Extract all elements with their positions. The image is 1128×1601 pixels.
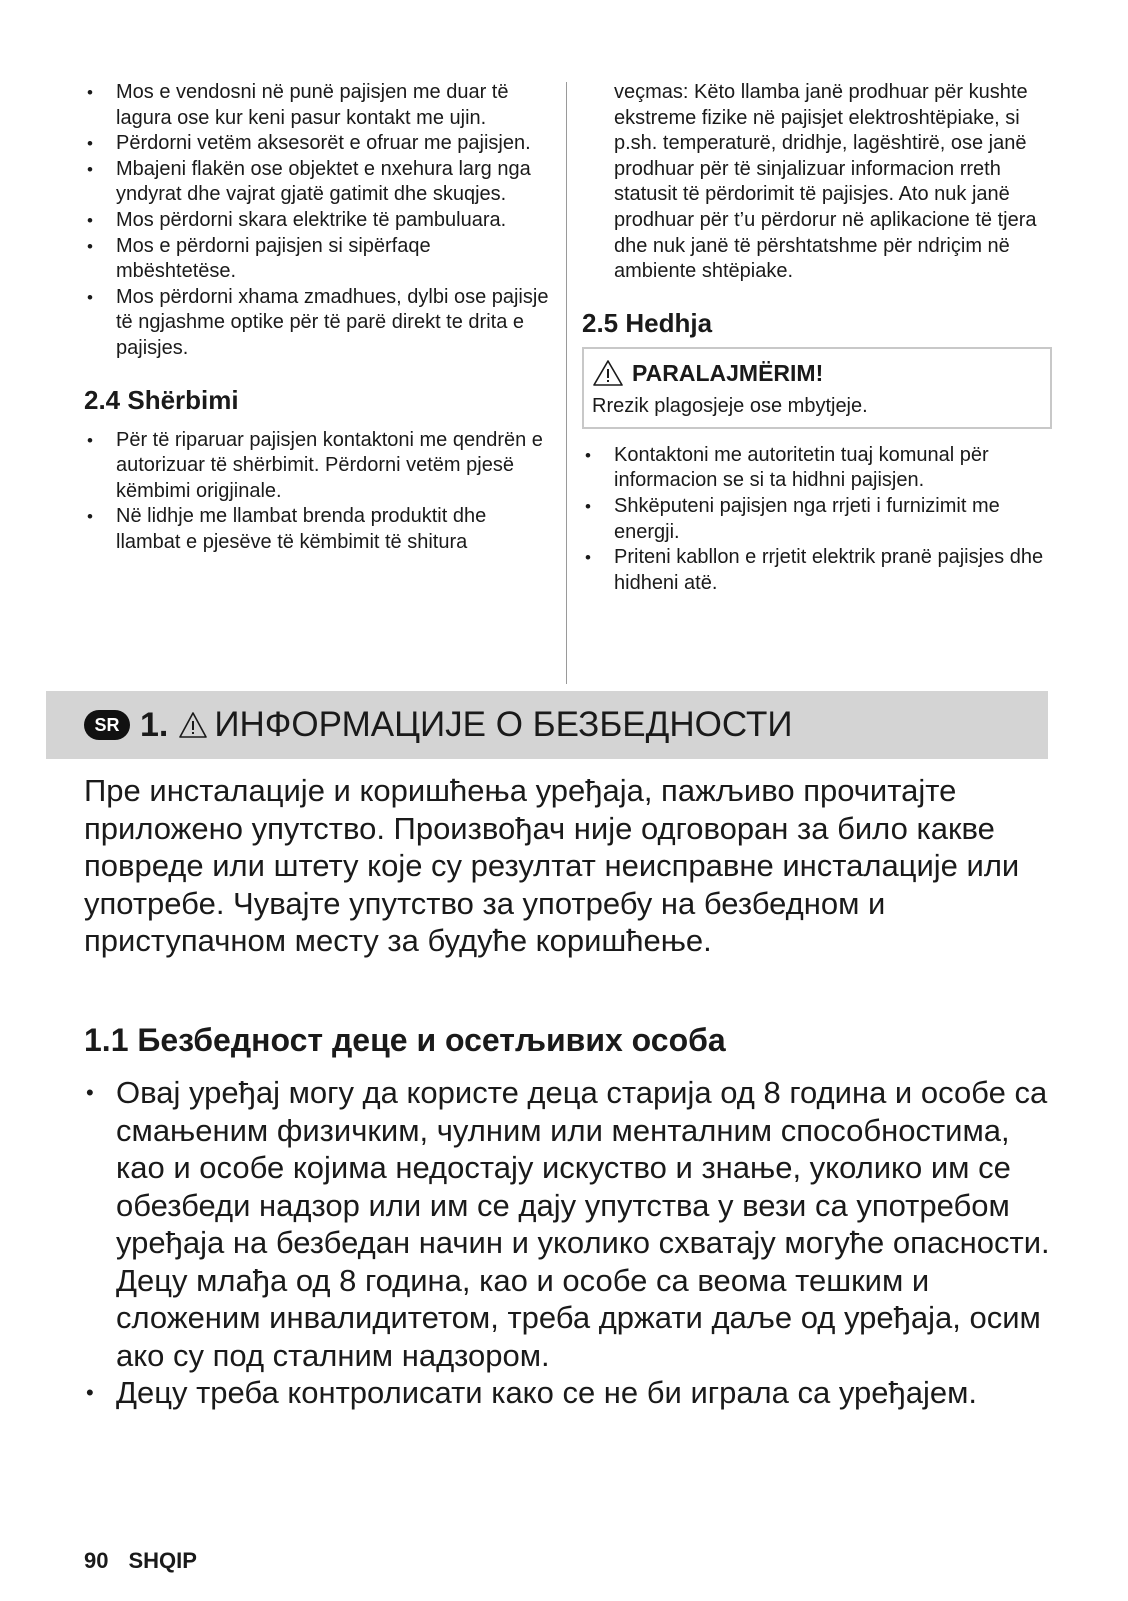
- list-item: • Mos e vendosni në punë pajisjen me duar të lagura ose kur keni pasur kontakt me ujin.: [84, 80, 552, 131]
- page-footer: [84, 1548, 197, 1574]
- list-item: • Kontaktoni me autoritetin tuaj komunal për informacion se si ta hidhni pajisjen.: [582, 443, 1052, 494]
- page-number: 90: [84, 1548, 109, 1573]
- left-column: [84, 80, 552, 556]
- sr-section-header: [46, 691, 1048, 759]
- right-column: [582, 80, 1052, 596]
- disposal-bullet-list: [582, 443, 1052, 597]
- warning-triangle-icon: [592, 359, 624, 387]
- list-item: • Në lidhje me llambat brenda produktit dhe llambat e pjesëve të këmbimit të shitura: [84, 504, 552, 555]
- list-item: • Mos përdorni xhama zmadhues, dylbi ose pajisje të ngjashme optike për të parë direkt te drita e pajisjes.: [84, 285, 552, 362]
- list-item: • Mos e përdorni pajisjen si sipërfaqe mbështetëse.: [84, 234, 552, 285]
- section-title: ИНФОРМАЦИЈЕ О БЕЗБЕДНОСТИ: [214, 705, 793, 744]
- list-item: • Shkëputeni pajisjen nga rrjeti i furnizimit me energji.: [582, 494, 1052, 545]
- warning-text: Rrezik plagosjeje ose mbytjeje.: [592, 394, 868, 417]
- list-item: • Për të riparuar pajisjen kontaktoni me qendrën e autorizuar të shërbimit. Përdorni vetëm pjesë këmbimi origjinale.: [84, 428, 552, 505]
- column-divider: [566, 82, 567, 684]
- warning-header: [592, 359, 1042, 387]
- section-number: 1.: [140, 705, 169, 744]
- list-item: • Përdorni vetëm aksesorët e ofruar me pajisjen.: [84, 131, 552, 157]
- list-item: • Овај уређај могу да користе деца старија од 8 година и особе са смањеним физичким, чулним или менталним способностима, као и особе којима недостају искуство и знање, уколико им се обезбеди надзор или им се дају упутства у вези са употребом уређаја на безбедан начин и уколико схватају могуће опасности. Децу млађа од 8 година, као и особе са веома тешким и сложеним инвалидитетом, треба држати даље од уређаја, осим ако су под сталним надзором.: [84, 1074, 1064, 1374]
- footer-language: SHQIP: [128, 1548, 197, 1573]
- warning-title: PARALAJMËRIM!: [632, 359, 824, 386]
- children-safety-list: [84, 1074, 1064, 1412]
- list-item: • Децу треба контролисати како се не би играла са уређајем.: [84, 1374, 1064, 1412]
- section-title-service: 2.4 Shërbimi: [84, 384, 239, 415]
- subsection-title: 1.1 Безбедност деце и осетљивих особа: [84, 1022, 726, 1058]
- list-item: • Mos përdorni skara elektrike të pambuluara.: [84, 208, 552, 234]
- warning-triangle-icon: [178, 711, 208, 739]
- list-item: • Priteni kabllon e rrjetit elektrik pranë pajisjes dhe hidheni atë.: [582, 545, 1052, 596]
- list-item: • Mbajeni flakën ose objektet e nxehura larg nga yndyrat dhe vajrat gjatë gatimit dhe skuqjes.: [84, 157, 552, 208]
- continuation-text: veçmas: Këto llamba janë prodhuar për kushte ekstreme fizike në pajisjet elektroshtëpiake, si p.sh. temperaturë, dridhje, lagështirë, ose janë prodhuar për të sinjalizuar informacion rreth statusit të përdorimit të pajisjes. Ato nuk janë prodhuar për t’u përdorur në aplikacione të tjera dhe nuk janë të përshtatshme për ndriçim në ambiente shtëpiake.: [614, 81, 1037, 283]
- warning-box: [582, 347, 1052, 429]
- section-title-disposal: 2.5 Hedhja: [582, 307, 713, 338]
- language-badge: SR: [84, 710, 130, 740]
- intro-paragraph: Пре инсталације и коришћења уређаја, пажљиво прочитајте приложено упутство. Произвођач није одговоран за било какве повреде или штету које су резултат неисправне инсталације или употребе. Чувајте упутство за употребу на безбедном и приступачном месту за будуће коришћење.: [84, 773, 1020, 958]
- safety-bullet-list: [84, 80, 552, 362]
- service-bullet-list: [84, 428, 552, 556]
